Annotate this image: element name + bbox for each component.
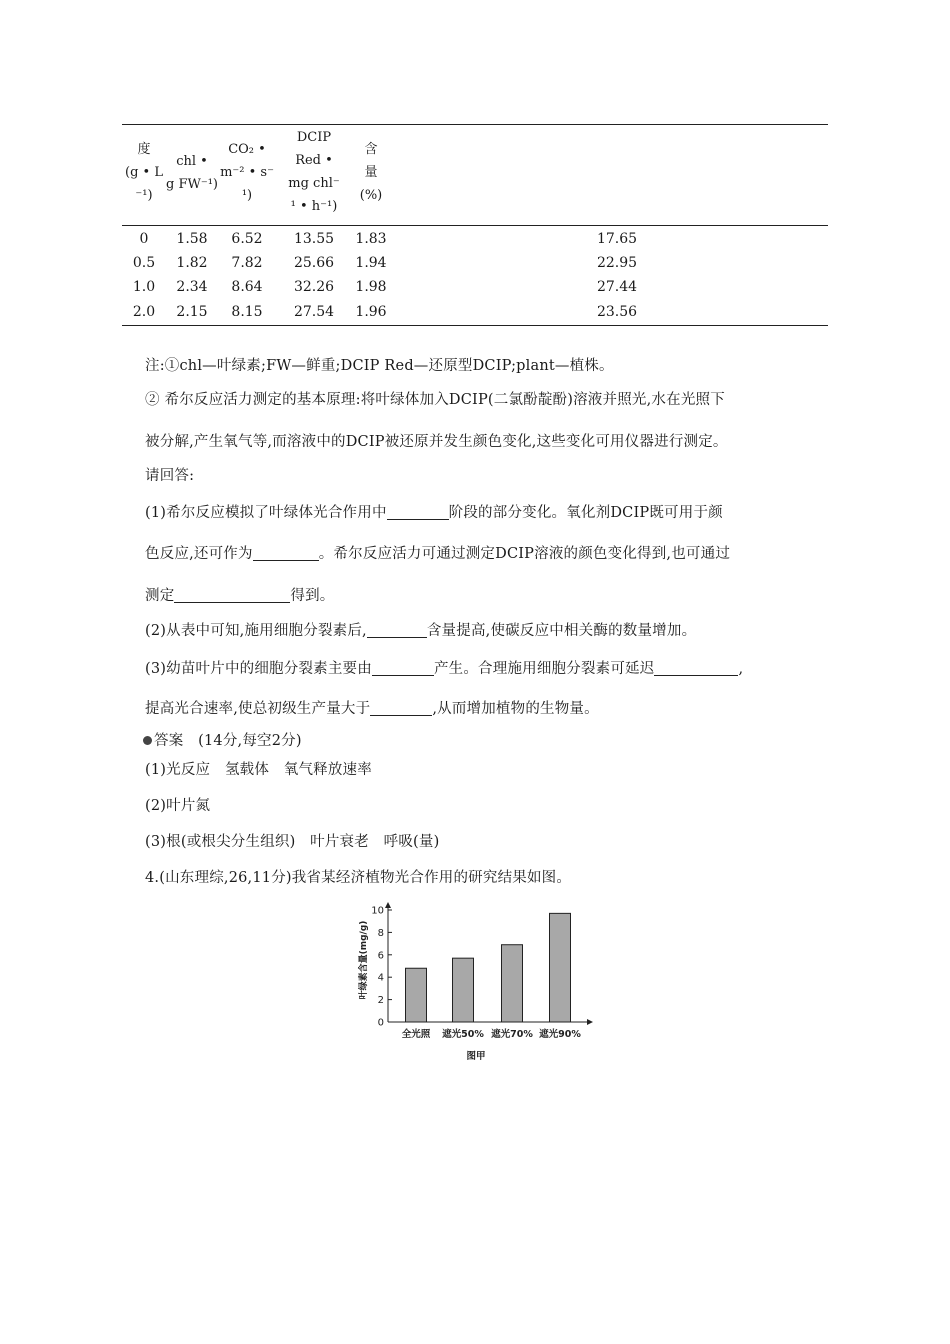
question-2: (2)从表中可知,施用细胞分裂素后, 含量提高,使碳反应中相关酶的数量增加。 (145, 623, 697, 639)
answer-3: (3)根(或根尖分生组织) 叶片衰老 呼吸(量) (145, 834, 440, 850)
question-1-line-1: (1)希尔反应模拟了叶绿体光合作用中 阶段的部分变化。氧化剂DCIP既可用于颜 (145, 505, 723, 521)
note-2: ② 希尔反应活力测定的基本原理:将叶绿体加入DCIP(二氯酚靛酚)溶液并照光,水在光照下 (145, 392, 725, 408)
table-header-rule (122, 225, 828, 226)
header-concentration: 度 (g • L ⁻¹) (125, 142, 163, 203)
x-category-label: 遮光90% (539, 1029, 581, 1040)
chlorophyll-bar-chart (355, 898, 605, 1070)
y-tick-label: 4 (377, 972, 384, 984)
header-co2: CO₂ • m⁻² • s⁻ ¹) (220, 142, 274, 203)
question-3-line-1: (3)幼苗叶片中的细胞分裂素主要由 产生。合理施用细胞分裂素可延迟 , (145, 661, 744, 677)
x-axis-arrow (587, 1019, 593, 1025)
y-ticks (371, 906, 392, 1029)
x-labels (402, 1028, 582, 1040)
answer-blank[interactable] (654, 661, 738, 676)
table-bottom-rule (122, 325, 828, 326)
answer-blank[interactable] (367, 623, 427, 638)
header-dcip: DCIP Red • mg chl⁻ ¹ • h⁻¹) (288, 130, 340, 214)
y-tick-label: 0 (377, 1017, 384, 1029)
table-top-rule (122, 124, 828, 125)
bars-group (406, 913, 571, 1022)
table-row: 0 1.58 6.52 13.55 1.83 17.65 (139, 231, 638, 247)
ask-prompt: 请回答: (145, 468, 195, 484)
table-row: 2.0 2.15 8.15 27.54 1.96 23.56 (132, 304, 638, 320)
answer-1: (1)光反应 氢载体 氧气释放速率 (145, 762, 372, 778)
table-row: 0.5 1.82 7.82 25.66 1.94 22.95 (132, 255, 638, 271)
answer-bullet-icon (143, 736, 152, 745)
answer-blank[interactable] (372, 661, 434, 676)
header-content: 含 量 (%) (359, 142, 383, 203)
bar (406, 968, 427, 1022)
chart-caption: 图甲 (466, 1051, 486, 1062)
y-tick-label: 6 (377, 950, 384, 962)
bar (550, 913, 571, 1022)
answer-blank[interactable] (253, 546, 319, 561)
answer-blank[interactable] (370, 701, 432, 716)
bar (502, 945, 523, 1022)
note-3: 被分解,产生氧气等,而溶液中的DCIP被还原并发生颜色变化,这些变化可用仪器进行测定。 (145, 434, 728, 450)
question-3-line-2: 提高光合速率,使总初级生产量大于 ,从而增加植物的生物量。 (145, 701, 599, 717)
question-1-line-2: 色反应,还可作为 。希尔反应活力可通过测定DCIP溶液的颜色变化得到,也可通过 (145, 546, 731, 562)
note-1: 注:①chl—叶绿素;FW—鲜重;DCIP Red—还原型DCIP;plant—植株。 (145, 358, 614, 374)
y-tick-label: 2 (377, 995, 384, 1007)
question-1-line-3: 测定 得到。 (145, 588, 335, 604)
answer-blank[interactable] (387, 505, 449, 520)
y-tick-label: 10 (371, 905, 384, 917)
x-category-label: 遮光50% (442, 1029, 484, 1040)
y-axis-arrow (385, 902, 391, 908)
table-row: 1.0 2.34 8.64 32.26 1.98 27.44 (132, 279, 638, 295)
header-chl: chl • g FW⁻¹) (166, 154, 218, 192)
bar (453, 958, 474, 1022)
answer-2: (2)叶片氮 (145, 798, 211, 814)
answer-header: 答案 (14分,每空2分) (143, 731, 302, 751)
y-tick-label: 8 (377, 927, 384, 939)
question-4: 4.(山东理综,26,11分)我省某经济植物光合作用的研究结果如图。 (145, 870, 572, 886)
x-category-label: 全光照 (401, 1029, 431, 1040)
y-axis-label: 叶绿素含量(mg/g) (359, 920, 369, 1000)
answer-blank[interactable] (174, 588, 290, 603)
x-category-label: 遮光70% (491, 1029, 533, 1040)
